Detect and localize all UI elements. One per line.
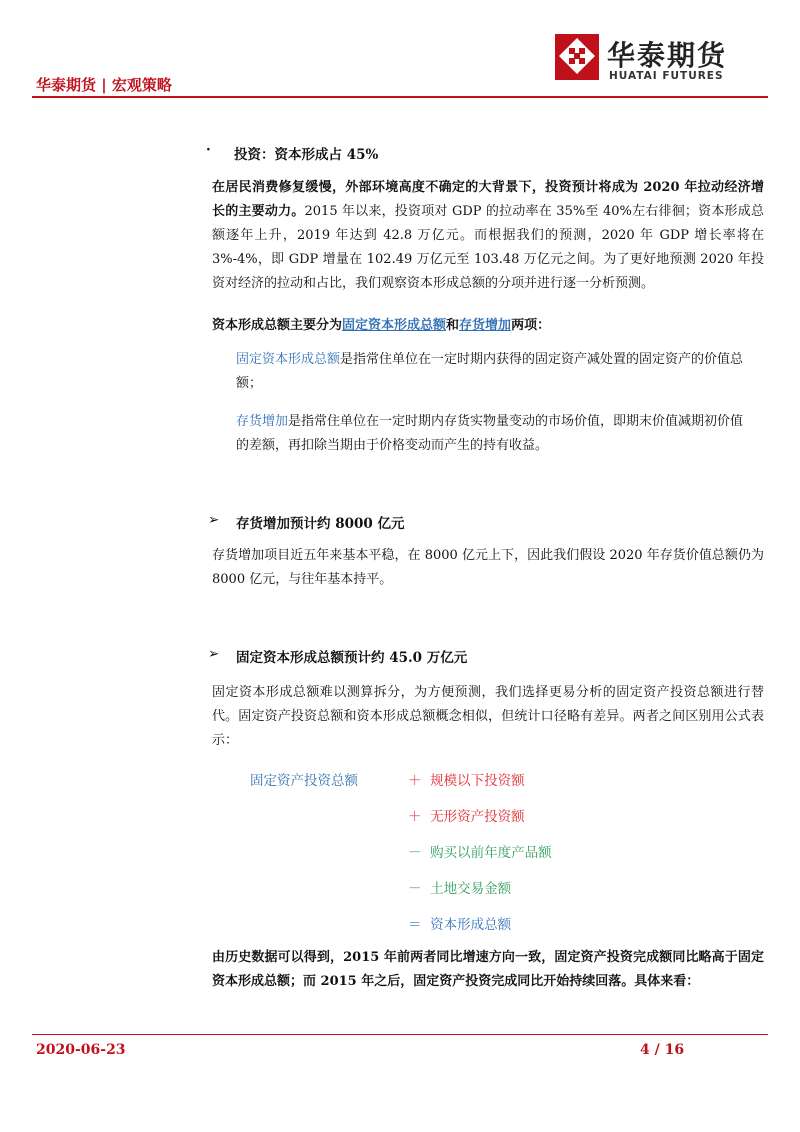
plus-icon: ＋ xyxy=(408,809,422,825)
definition-fixed-capital xyxy=(236,348,756,396)
intro-text-c: 两项： xyxy=(511,318,551,333)
header-section-label: 华泰期货 | 宏观策略 xyxy=(36,76,172,94)
definition-term: 存货增加 xyxy=(236,414,289,429)
equals-icon: ＝ xyxy=(408,917,422,933)
intro-text-b: 和 xyxy=(446,318,460,333)
formula-term: 土地交易金额 xyxy=(430,881,512,897)
formula-row xyxy=(408,805,525,825)
definition-text: 是指常住单位在一定时期内存货实物量变动的市场价值，即期末价值减期初价值的差额，再扣除当期由于价格变动而产生的持有收益。 xyxy=(236,414,744,453)
formula-row xyxy=(408,913,511,933)
formula-term: 无形资产投资额 xyxy=(430,809,525,825)
header-divider xyxy=(32,96,768,98)
plus-icon: ＋ xyxy=(408,773,422,789)
section3-paragraph: 固定资本形成总额难以测算拆分，为方便预测，我们选择更易分析的固定资产投资总额进行替代。固定资产投资总额和资本形成总额概念相似，但统计口径略有差异。两者之间区别用公式表示： xyxy=(212,685,764,748)
arrow-bullet-icon: ➢ xyxy=(208,646,220,662)
huatai-logo-icon xyxy=(555,34,599,80)
definition-inventory xyxy=(236,410,756,458)
report-date: 2020-06-23 xyxy=(36,1042,126,1058)
logo-english-name: HUATAI FUTURES xyxy=(609,70,724,82)
fixed-capital-link[interactable]: 固定资本形成总额 xyxy=(342,318,447,333)
minus-icon: － xyxy=(408,845,422,861)
formula-row xyxy=(408,769,525,789)
page-number: 4 / 16 xyxy=(640,1042,685,1058)
section1-body-text: 2015 年以来，投资项对 GDP 的拉动率在 35%至 40%左右徘徊；资本形成总额逐年上升，2019 年达到 42.8 万亿元。而根据我们的预测，2020 年 GDP 增长率将在 3%-4%，即 GDP 增量在 102.49 万亿元至 103.48 万亿元之间。为了更好地预测 2020 年投资对经济的拉动和占比，我们观察资本形成总额的分项并进行逐一分析预测。 xyxy=(212,204,764,291)
section1-lead-text: 在居民消费修复缓慢，外部环境高度不确定的大背景下，投资预计将成为 2020 年拉动经济增长的主要动力。 xyxy=(212,180,764,219)
intro-text-a: 资本形成总额主要分为 xyxy=(212,318,343,333)
footer-divider xyxy=(32,1034,768,1035)
section1-heading: 投资：资本形成占 45% xyxy=(234,147,379,163)
minus-icon: － xyxy=(408,881,422,897)
arrow-bullet-icon: ➢ xyxy=(208,512,220,528)
logo-chinese-name: 华泰期货 xyxy=(607,39,728,72)
formula-row xyxy=(408,841,552,861)
section2-heading: 存货增加预计约 8000 亿元 xyxy=(236,516,405,532)
definition-term: 固定资本形成总额 xyxy=(236,352,341,367)
dot-bullet-icon: · xyxy=(206,142,211,158)
formula-term: 购买以前年度产品额 xyxy=(430,845,552,861)
section3-closing-paragraph: 由历史数据可以得到，2015 年前两者同比增速方向一致，固定资产投资完成额同比略高于固定资本形成总额；而 2015 年之后，固定资产投资完成同比开始持续回落。具体来看： xyxy=(212,950,764,989)
huatai-logo xyxy=(555,34,755,84)
formula-result: 资本形成总额 xyxy=(430,917,512,933)
formula-base-term: 固定资产投资总额 xyxy=(250,773,358,789)
definition-text: 是指常住单位在一定时期内获得的固定资产减处置的固定资产的价值总额； xyxy=(236,352,744,391)
inventory-change-link[interactable]: 存货增加 xyxy=(459,318,512,333)
section2-paragraph: 存货增加项目近五年来基本平稳，在 8000 亿元上下，因此我们假设 2020 年存货价值总额仍为 8000 亿元，与往年基本持平。 xyxy=(212,548,764,587)
formula-term: 规模以下投资额 xyxy=(430,773,525,789)
formula-row xyxy=(408,877,511,897)
section3-heading: 固定资本形成总额预计约 45.0 万亿元 xyxy=(236,650,468,666)
section1-paragraph xyxy=(212,176,764,296)
capital-formation-intro xyxy=(212,314,764,338)
